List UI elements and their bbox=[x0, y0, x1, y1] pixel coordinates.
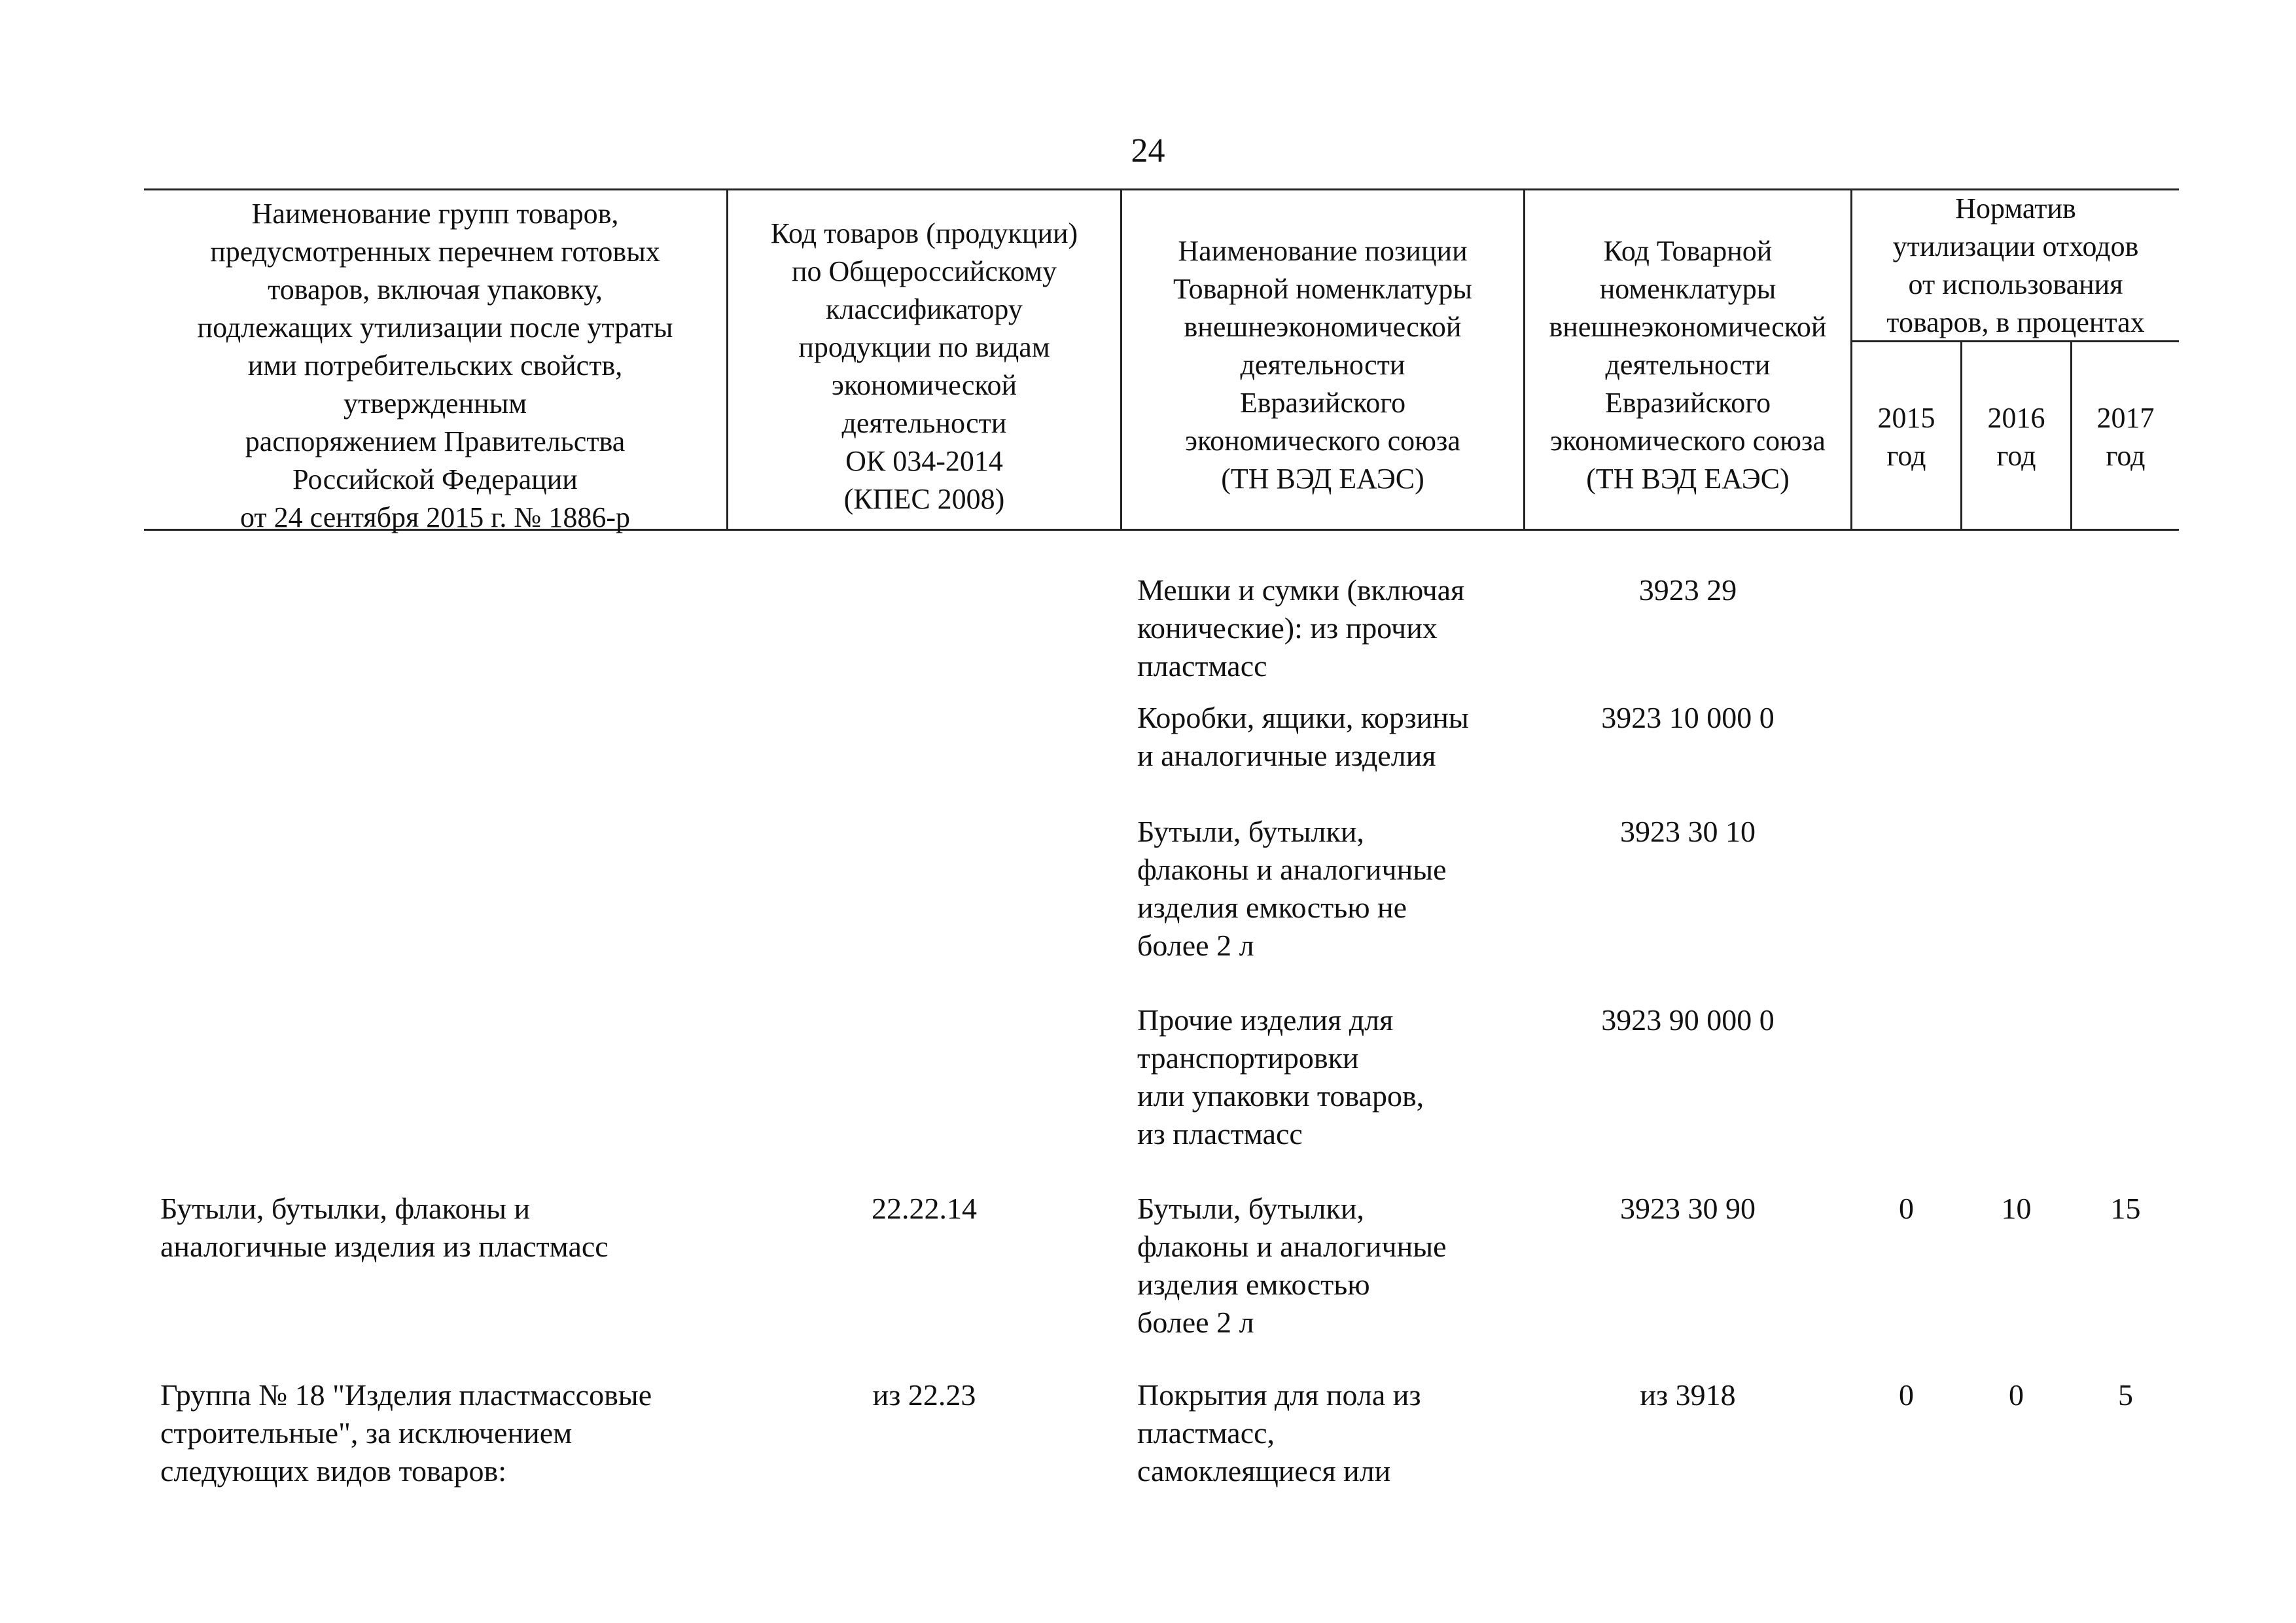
table-row-name: Покрытия для пола из пластмасс, самоклеящиеся или bbox=[1137, 1378, 1421, 1488]
table-row-code: 3923 30 90 bbox=[1620, 1192, 1756, 1225]
header-group-name: Наименование групп товаров, предусмотренных перечнем готовых товаров, включая упаковку, подлежащих утилизации после утраты ими потребительских свойств, утвержденным распоряжением Правительства Российской Федерации от 24 сентября 2015 г. № 1886-р bbox=[197, 198, 673, 533]
table-row-name: Бутыли, бутылки, флаконы и аналогичные изделия емкостью не более 2 л bbox=[1137, 815, 1447, 962]
table-row-name: Коробки, ящики, корзины и аналогичные изделия bbox=[1137, 701, 1469, 772]
table-row-code: 3923 10 000 0 bbox=[1601, 701, 1775, 734]
table-row-code: 3923 30 10 bbox=[1620, 815, 1756, 848]
header-year-2017: 2017 год bbox=[2096, 402, 2155, 472]
table-row-2017: 5 bbox=[2118, 1378, 2133, 1412]
table-row-name: Прочие изделия для транспортировки или упаковки товаров, из пластмасс bbox=[1137, 1003, 1424, 1150]
table-row-code: из 3918 bbox=[1640, 1378, 1736, 1412]
table-row-name: Мешки и сумки (включая конические): из прочих пластмасс bbox=[1137, 573, 1465, 683]
header-tnved-code: Код Товарной номенклатуры внешнеэкономической деятельности Евразийского экономического союза (ТН ВЭД ЕАЭС) bbox=[1549, 235, 1827, 495]
table-row-okpd: 22.22.14 bbox=[872, 1192, 977, 1225]
table-row-group: Бутыли, бутылки, флаконы и аналогичные изделия из пластмасс bbox=[160, 1192, 609, 1263]
table-row-name: Бутыли, бутылки, флаконы и аналогичные изделия емкостью более 2 л bbox=[1137, 1192, 1447, 1339]
page-number: 24 bbox=[1131, 132, 1165, 169]
header-year-2016: 2016 год bbox=[1987, 402, 2045, 472]
table-row-2015: 0 bbox=[1899, 1192, 1914, 1225]
table-row-2016: 10 bbox=[2001, 1192, 2032, 1225]
header-norm: Норматив утилизации отходов от использования товаров, в процентах bbox=[1886, 192, 2145, 338]
table-row-2016: 0 bbox=[2009, 1378, 2024, 1412]
table-row-2015: 0 bbox=[1899, 1378, 1914, 1412]
table-row-code: 3923 29 bbox=[1638, 573, 1737, 607]
table-row-2017: 15 bbox=[2110, 1192, 2141, 1225]
header-tnved-name: Наименование позиции Товарной номенклатуры внешнеэкономической деятельности Евразийского экономического союза (ТН ВЭД ЕАЭС) bbox=[1173, 235, 1472, 495]
table-row-code: 3923 90 000 0 bbox=[1601, 1003, 1775, 1037]
table-row-okpd: из 22.23 bbox=[872, 1378, 976, 1412]
header-okpd-code: Код товаров (продукции) по Общероссийскому классификатору продукции по видам экономической деятельности ОК 034-2014 (КПЕС 2008) bbox=[770, 217, 1078, 515]
header-year-2015: 2015 год bbox=[1877, 402, 1935, 472]
table-row-group: Группа № 18 "Изделия пластмассовые строительные", за исключением следующих видов товаров: bbox=[160, 1378, 652, 1488]
